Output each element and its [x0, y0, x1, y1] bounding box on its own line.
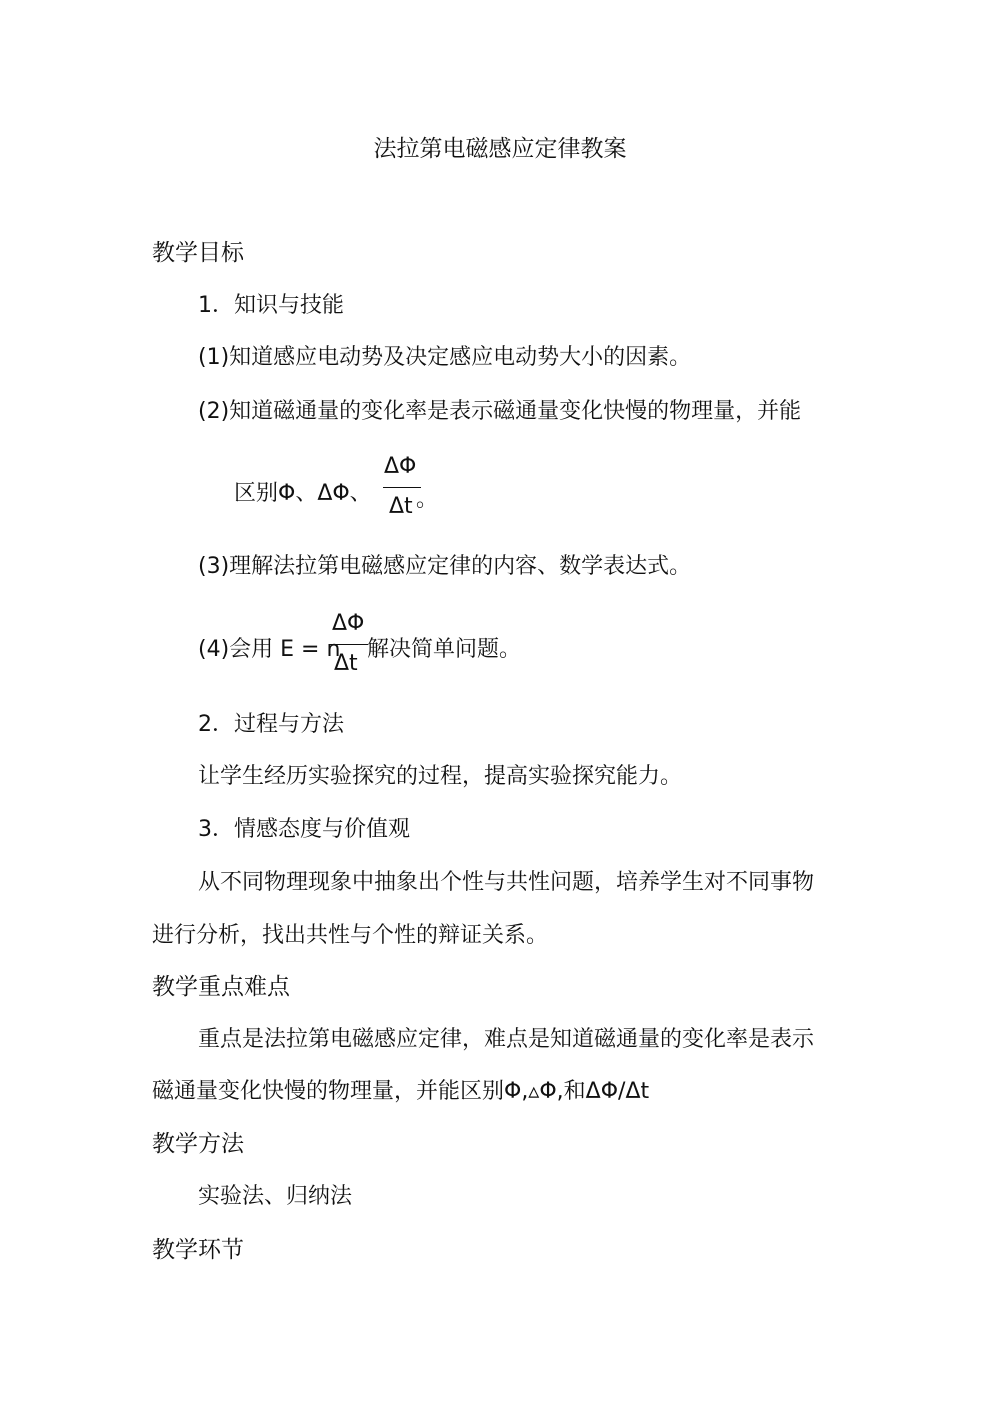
formula-fraction-bar: [330, 644, 368, 645]
objective-2-label: 2．过程与方法: [198, 712, 344, 737]
objective-1-paragraph-2: (2)知道磁通量的变化率是表示磁通量变化快慢的物理量，并能: [198, 399, 802, 424]
formula-fraction-delta-phi-over-delta-t: [330, 611, 370, 679]
objective-2-paragraph-1: 让学生经历实验探究的过程，提高实验探究能力。: [198, 764, 683, 789]
objective-3-label: 3．情感态度与价值观: [198, 817, 410, 842]
fraction-numerator: ΔΦ: [384, 454, 417, 479]
objective-1-paragraph-4-prefix: (4)会用 E = n: [198, 637, 341, 662]
objective-3-paragraph-line-1: 从不同物理现象中抽象出个性与共性问题，培养学生对不同事物: [198, 870, 815, 895]
methods-line-1: 实验法、归纳法: [198, 1184, 353, 1209]
objective-1-paragraph-3: (3)理解法拉第电磁感应定律的内容、数学表达式。: [198, 554, 692, 579]
objective-1-label: 1．知识与技能: [198, 293, 344, 318]
formula-fraction-denominator: Δt: [334, 651, 358, 676]
continued-prefix: 区别Φ、ΔΦ、: [234, 481, 372, 506]
section-heading-methods: 教学方法: [152, 1131, 244, 1157]
key-points-line-1: 重点是法拉第电磁感应定律，难点是知道磁通量的变化率是表示: [198, 1027, 815, 1052]
section-heading-steps: 教学环节: [152, 1237, 244, 1263]
objective-1-paragraph-1: (1)知道感应电动势及决定感应电动势大小的因素。: [198, 345, 692, 370]
objective-1-paragraph-2-continued: [234, 479, 372, 509]
continued-suffix: 。: [416, 487, 439, 512]
fraction-denominator: Δt: [389, 494, 413, 519]
section-heading-objectives: 教学目标: [152, 240, 244, 266]
document-title: 法拉第电磁感应定律教案: [373, 136, 627, 162]
objective-1-paragraph-4-suffix: 解决简单问题。: [367, 637, 522, 662]
objective-3-paragraph-line-2: 进行分析，找出共性与个性的辩证关系。: [152, 923, 549, 948]
key-points-line-2: 磁通量变化快慢的物理量，并能区别Φ,▵Φ,和ΔΦ/Δt: [152, 1079, 650, 1104]
formula-fraction-numerator: ΔΦ: [332, 611, 365, 636]
section-heading-key-points: 教学重点难点: [152, 974, 290, 1000]
